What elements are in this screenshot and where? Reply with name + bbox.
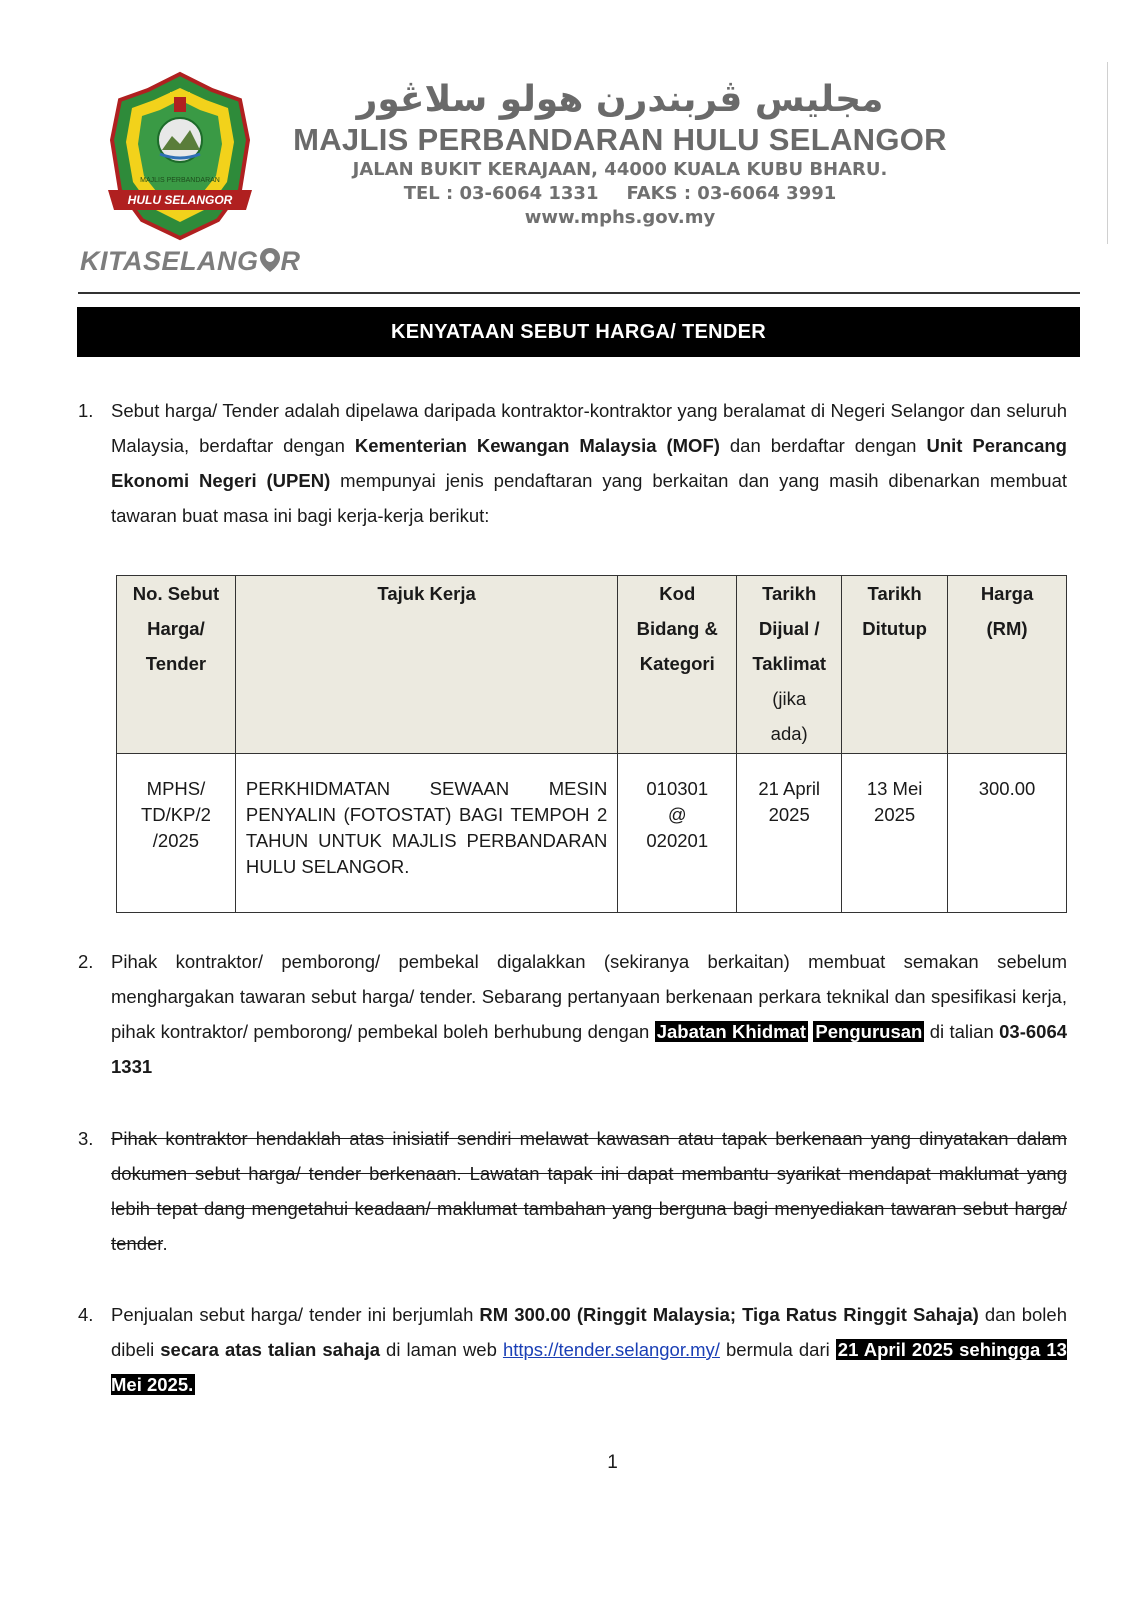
cell-price: 300.00	[948, 754, 1067, 913]
upen-label: Unit Perancang Ekonomi Negeri (UPEN)	[111, 435, 1067, 491]
paragraph-4	[78, 1297, 1067, 1402]
paragraph-text	[111, 1121, 1067, 1261]
department-highlight: Pengurusan	[815, 1021, 923, 1042]
tender-table	[116, 575, 1067, 913]
text-run: di laman web	[380, 1339, 503, 1360]
cell-sale-date: 21 April 2025	[737, 754, 842, 913]
paragraph-text	[111, 1297, 1067, 1402]
text-run: dan boleh dibeli	[111, 1304, 1067, 1360]
cell-work-title: PERKHIDMATAN SEWAAN MESIN PENYALIN (FOTOSTAT) BAGI TEMPOH 2 TAHUN UNTUK MAJLIS PERBANDARAN HULU SELANGOR.	[235, 754, 617, 913]
header-no-sebut-harga: No. Sebut Harga/ Tender	[117, 576, 236, 754]
text-run: dan berdaftar dengan	[719, 435, 927, 456]
text-run: Penjualan sebut harga/ tender ini berjumlah	[111, 1304, 480, 1325]
cell-reference-no: MPHS/ TD/KP/2 /2025	[117, 754, 236, 913]
sale-period-highlight: 21 April 2025 sehingga 13 Mei 2025.	[111, 1339, 1067, 1395]
letterhead-tel: TEL : 03-6064 1331	[403, 183, 599, 204]
notice-title-banner: KENYATAAN SEBUT HARGA/ TENDER	[77, 307, 1080, 357]
kitaselangor-text-a: KITASELANG	[80, 246, 259, 276]
letterhead-contact	[290, 182, 950, 206]
letterhead-website: www.mphs.gov.my	[524, 207, 716, 228]
crest-ribbon-text: HULU SELANGOR	[127, 193, 233, 207]
tender-website-link[interactable]: https://tender.selangor.my/	[502, 1339, 720, 1360]
cell-closing-date: 13 Mei 2025	[842, 754, 948, 913]
cell-category-code: 010301 @ 020201	[618, 754, 737, 913]
kitaselangor-text-b: R	[280, 246, 301, 276]
crest-inner-text: MAJLIS PERBANDARAN	[140, 177, 220, 184]
paragraph-number: 2.	[78, 951, 94, 972]
letterhead	[290, 78, 950, 230]
header-tarikh-ditutup: Tarikh Ditutup	[842, 576, 948, 754]
struck-text: Pihak kontraktor hendaklah atas inisiatif sendiri melawat kawasan atau tapak berkenaan yang dinyatakan dalam dokumen sebut harga/ tender berkenaan. Lawatan tapak ini dapat membantu syarikat mendapat maklumat yang lebih tepat dang mengetahui keadaan/ maklumat tambahan yang berguna bagi menyediakan tawaran sebut harga/ tender	[111, 1128, 1067, 1254]
kitaselangor-logo	[80, 246, 301, 277]
paragraph-number: 3.	[78, 1128, 94, 1149]
text-run: Sebut harga/ Tender adalah dipelawa daripada kontraktor-kontraktor yang beralamat di Negeri Selangor dan seluruh Malaysia, berdaftar dengan	[111, 400, 1067, 456]
online-only-label: secara atas talian sahaja	[160, 1339, 380, 1360]
location-pin-icon	[259, 247, 281, 273]
text-run: bermula dari	[719, 1339, 836, 1360]
text-run: Pihak kontraktor/ pemborong/ pembekal digalakkan (sekiranya berkaitan) membuat semakan sebelum menghargakan tawaran sebut harga/ tender. Sebarang pertanyaan berkenaan perkara teknikal dan spesifikasi kerja, pihak kontraktor/ pemborong/ pembekal boleh berhubung dengan	[111, 951, 1067, 1042]
letterhead-fax: FAKS : 03-6064 3991	[626, 183, 837, 204]
letterhead-jawi-name: مجليس ڤربندرن هولو سلاڠور	[356, 79, 884, 120]
mphs-crest-icon	[100, 70, 260, 245]
page-edge-line	[1107, 62, 1108, 244]
table-header-row	[117, 576, 1067, 754]
letterhead-council-name: MAJLIS PERBANDARAN HULU SELANGOR	[293, 122, 947, 157]
paragraph-number: 4.	[78, 1304, 94, 1325]
text-run: mempunyai jenis pendaftaran yang berkaitan dan yang masih dibenarkan membuat tawaran buat masa ini bagi kerja-kerja berikut:	[111, 470, 1067, 526]
header-kod-bidang: Kod Bidang & Kategori	[618, 576, 737, 754]
paragraph-number: 1.	[78, 400, 94, 421]
price-statement: RM 300.00 (Ringgit Malaysia; Tiga Ratus Ringgit Sahaja)	[479, 1304, 979, 1325]
contact-phone: 03-6064 1331	[111, 1021, 1068, 1077]
text-run: .	[162, 1233, 168, 1254]
page-number: 1	[607, 1452, 618, 1473]
table-row	[117, 754, 1067, 913]
department-highlight: Jabatan Khidmat	[656, 1021, 807, 1042]
header-harga: Harga (RM)	[948, 576, 1067, 754]
paragraph-3	[78, 1121, 1067, 1261]
paragraph-text	[111, 393, 1067, 533]
header-tarikh-dijual: Tarikh Dijual / Taklimat (jika ada)	[737, 576, 842, 754]
paragraph-1	[78, 393, 1067, 533]
paragraph-2	[78, 944, 1067, 1084]
header-tajuk-kerja: Tajuk Kerja	[235, 576, 617, 754]
letterhead-divider	[78, 292, 1080, 294]
text-run: di talian	[924, 1021, 1000, 1042]
paragraph-text	[111, 944, 1067, 1084]
mof-label: Kementerian Kewangan Malaysia (MOF)	[354, 435, 720, 456]
letterhead-address: JALAN BUKIT KERAJAAN, 44000 KUALA KUBU BHARU.	[352, 159, 888, 180]
